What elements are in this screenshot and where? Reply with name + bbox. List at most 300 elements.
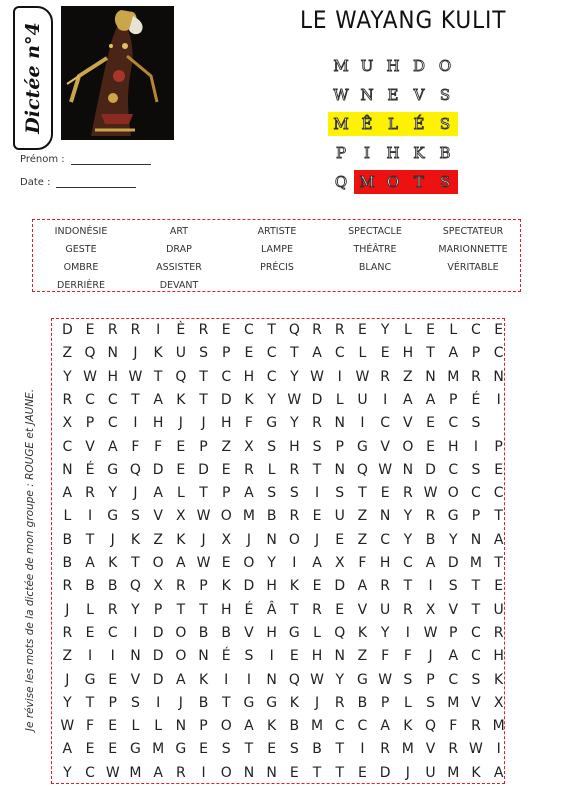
grid-letter[interactable]: E — [312, 578, 322, 595]
grid-letter[interactable]: S — [426, 694, 435, 711]
grid-letter[interactable]: M — [129, 764, 142, 781]
grid-letter[interactable]: T — [131, 391, 140, 408]
grid-letter[interactable]: M — [447, 368, 460, 385]
grid-letter[interactable]: P — [471, 508, 481, 525]
grid-letter[interactable]: P — [199, 578, 208, 595]
grid-letter[interactable]: S — [403, 671, 413, 688]
grid-letter[interactable]: Y — [63, 368, 72, 385]
grid-letter[interactable]: E — [335, 601, 345, 618]
grid-letter[interactable]: H — [402, 345, 414, 362]
grid-letter[interactable]: P — [494, 438, 503, 455]
grid-letter[interactable]: D — [198, 461, 209, 478]
grid-letter[interactable]: P — [199, 438, 208, 455]
grid-letter[interactable]: C — [402, 555, 413, 571]
grid-letter[interactable]: I — [133, 624, 138, 641]
grid-letter[interactable]: S — [335, 485, 345, 502]
grid-letter[interactable]: J — [201, 531, 206, 548]
grid-letter[interactable]: A — [85, 555, 95, 571]
grid-letter[interactable]: T — [267, 322, 276, 338]
grid-letter[interactable]: N — [62, 461, 73, 478]
grid-letter[interactable]: Y — [131, 601, 140, 618]
grid-letter[interactable]: W — [423, 624, 438, 641]
grid-letter[interactable]: T — [494, 555, 503, 571]
grid-letter[interactable]: W — [355, 368, 370, 385]
grid-letter[interactable]: S — [267, 485, 277, 502]
grid-letter[interactable]: E — [221, 322, 231, 338]
grid-letter[interactable]: J — [405, 764, 410, 781]
grid-letter[interactable]: T — [153, 368, 163, 385]
grid-letter[interactable]: J — [133, 485, 138, 502]
grid-letter[interactable]: H — [152, 415, 164, 432]
grid-letter[interactable]: T — [131, 555, 140, 571]
grid-letter[interactable]: D — [379, 764, 391, 781]
grid-letter[interactable]: I — [269, 648, 274, 665]
grid-letter[interactable]: Y — [403, 531, 413, 548]
grid-letter[interactable]: S — [267, 438, 277, 455]
grid-letter[interactable]: T — [176, 601, 186, 618]
grid-letter[interactable]: K — [244, 391, 254, 408]
grid-letter[interactable]: I — [156, 322, 161, 338]
grid-letter[interactable]: R — [62, 391, 73, 408]
grid-letter[interactable]: D — [220, 391, 232, 408]
grid-letter[interactable]: I — [360, 741, 365, 758]
grid-letter[interactable]: N — [266, 531, 277, 548]
grid-letter[interactable]: M — [242, 508, 255, 525]
grid-letter[interactable]: É — [85, 461, 95, 478]
grid-letter[interactable]: I — [246, 671, 251, 688]
grid-letter[interactable]: W — [128, 368, 143, 385]
prenom-line[interactable] — [71, 154, 151, 165]
grid-letter[interactable]: A — [244, 485, 254, 502]
grid-letter[interactable]: S — [130, 694, 140, 711]
grid-letter[interactable]: B — [312, 741, 322, 758]
grid-letter[interactable]: L — [335, 391, 344, 408]
grid-letter[interactable]: I — [292, 555, 297, 571]
grid-letter[interactable]: P — [426, 671, 435, 688]
grid-letter[interactable]: F — [244, 415, 253, 432]
grid-letter[interactable]: N — [243, 764, 255, 781]
grid-letter[interactable]: X — [153, 578, 163, 595]
grid-letter[interactable]: K — [267, 718, 277, 735]
grid-letter[interactable]: O — [243, 555, 255, 571]
grid-letter[interactable]: K — [289, 578, 299, 595]
grid-letter[interactable]: X — [425, 601, 436, 618]
grid-letter[interactable]: O — [220, 508, 232, 525]
grid-letter[interactable]: D — [311, 391, 323, 408]
grid-letter[interactable]: A — [403, 391, 413, 408]
grid-letter[interactable]: C — [62, 438, 73, 455]
grid-letter[interactable]: N — [266, 764, 277, 781]
grid-letter[interactable]: E — [335, 531, 345, 548]
grid-letter[interactable]: T — [290, 601, 299, 618]
grid-letter[interactable]: W — [310, 671, 324, 688]
grid-letter[interactable]: S — [130, 508, 140, 525]
grid-letter[interactable]: V — [380, 438, 390, 455]
grid-letter[interactable]: T — [403, 578, 413, 595]
grid-letter[interactable]: E — [494, 578, 504, 595]
grid-letter[interactable]: I — [87, 648, 93, 665]
grid-letter[interactable]: K — [403, 718, 413, 735]
grid-letter[interactable]: A — [448, 345, 459, 362]
grid-letter[interactable]: Z — [357, 508, 368, 525]
grid-letter[interactable]: C — [244, 322, 254, 338]
grid-letter[interactable]: E — [244, 345, 254, 362]
grid-letter[interactable]: F — [449, 718, 458, 735]
grid-letter[interactable]: N — [493, 368, 504, 385]
grid-letter[interactable]: M — [492, 718, 505, 735]
grid-letter[interactable]: L — [63, 508, 72, 525]
grid-letter[interactable]: A — [425, 555, 436, 571]
grid-letter[interactable]: R — [244, 461, 254, 478]
grid-letter[interactable]: T — [85, 694, 95, 711]
grid-letter[interactable]: Q — [129, 578, 141, 595]
grid-letter[interactable]: E — [380, 345, 390, 362]
grid-letter[interactable]: R — [380, 578, 390, 595]
grid-letter[interactable]: R — [62, 578, 73, 595]
grid-letter[interactable]: K — [176, 391, 186, 408]
grid-letter[interactable]: R — [380, 741, 390, 758]
grid-letter[interactable]: J — [110, 531, 115, 548]
grid-letter[interactable]: C — [493, 345, 504, 362]
grid-letter[interactable]: S — [448, 578, 458, 595]
grid-letter[interactable]: R — [289, 461, 300, 478]
grid-letter[interactable]: I — [337, 368, 342, 385]
grid-letter[interactable]: A — [312, 555, 322, 571]
grid-letter[interactable]: G — [288, 624, 300, 641]
grid-letter[interactable]: R — [334, 322, 345, 338]
grid-letter[interactable]: P — [471, 345, 481, 362]
grid-letter[interactable]: C — [221, 368, 232, 385]
grid-letter[interactable]: V — [448, 601, 459, 618]
grid-letter[interactable]: P — [222, 345, 231, 362]
grid-letter[interactable]: B — [85, 578, 95, 595]
grid-letter[interactable]: B — [198, 624, 209, 641]
grid-letter[interactable]: O — [220, 764, 232, 781]
grid-letter[interactable]: Q — [288, 671, 300, 688]
grid-letter[interactable]: V — [244, 624, 254, 641]
grid-letter[interactable]: J — [65, 601, 70, 618]
grid-letter[interactable]: N — [402, 461, 414, 478]
grid-letter[interactable]: Y — [335, 671, 345, 688]
grid-letter[interactable]: A — [176, 671, 186, 688]
grid-letter[interactable]: G — [357, 438, 368, 455]
grid-letter[interactable]: C — [471, 485, 481, 502]
grid-letter[interactable]: A — [380, 718, 390, 735]
grid-letter[interactable]: J — [246, 531, 251, 548]
grid-letter[interactable]: H — [266, 624, 277, 641]
grid-letter[interactable]: C — [448, 415, 459, 432]
grid-letter[interactable]: W — [378, 461, 393, 478]
grid-letter[interactable]: G — [107, 508, 119, 525]
grid-letter[interactable]: H — [266, 578, 277, 595]
grid-letter[interactable]: C — [266, 345, 277, 362]
grid-letter[interactable]: Z — [221, 438, 232, 455]
grid-letter[interactable]: E — [426, 438, 435, 455]
grid-letter[interactable]: C — [471, 624, 481, 641]
grid-letter[interactable]: C — [334, 718, 345, 735]
grid-letter[interactable]: C — [471, 322, 481, 338]
grid-letter[interactable]: V — [357, 601, 368, 618]
grid-letter[interactable]: R — [62, 624, 73, 641]
grid-letter[interactable]: N — [175, 718, 187, 735]
grid-letter[interactable]: C — [471, 648, 481, 665]
grid-letter[interactable]: Y — [380, 322, 390, 338]
grid-letter[interactable]: U — [357, 391, 368, 408]
grid-letter[interactable]: J — [178, 694, 183, 711]
grid-letter[interactable]: R — [312, 601, 322, 618]
grid-letter[interactable]: X — [334, 555, 345, 571]
grid-letter[interactable]: T — [290, 345, 299, 362]
grid-letter[interactable]: T — [85, 531, 95, 548]
grid-letter[interactable]: É — [221, 648, 231, 665]
grid-letter[interactable]: R — [425, 508, 436, 525]
grid-letter[interactable]: K — [289, 694, 299, 711]
grid-letter[interactable]: E — [289, 764, 299, 781]
grid-letter[interactable]: H — [289, 438, 300, 455]
grid-letter[interactable]: I — [224, 671, 229, 688]
grid-letter[interactable]: Z — [357, 648, 368, 665]
grid-letter[interactable]: S — [312, 438, 322, 455]
grid-letter[interactable]: F — [381, 648, 390, 665]
grid-letter[interactable]: P — [335, 438, 344, 455]
grid-letter[interactable]: A — [493, 531, 504, 548]
grid-letter[interactable]: G — [357, 671, 368, 688]
grid-letter[interactable]: G — [130, 741, 141, 758]
grid-letter[interactable]: C — [380, 415, 391, 432]
grid-letter[interactable]: Q — [129, 461, 141, 478]
grid-letter[interactable]: O — [152, 555, 164, 571]
grid-letter[interactable]: K — [130, 531, 141, 548]
grid-letter[interactable]: E — [199, 741, 208, 758]
grid-letter[interactable]: Y — [108, 485, 118, 502]
grid-letter[interactable]: V — [471, 694, 481, 711]
grid-letter[interactable]: O — [220, 718, 232, 735]
grid-letter[interactable]: E — [312, 508, 322, 525]
grid-letter[interactable]: L — [154, 718, 163, 735]
grid-letter[interactable]: D — [152, 671, 164, 688]
grid-letter[interactable]: T — [244, 741, 254, 758]
grid-letter[interactable]: L — [313, 624, 321, 641]
grid-letter[interactable]: Z — [357, 531, 368, 548]
grid-letter[interactable]: E — [108, 671, 118, 688]
grid-letter[interactable]: C — [380, 531, 391, 548]
grid-letter[interactable]: J — [133, 345, 138, 362]
grid-letter[interactable]: A — [107, 438, 118, 455]
grid-letter[interactable]: Y — [63, 694, 72, 711]
grid-letter[interactable]: G — [266, 415, 278, 432]
grid-letter[interactable]: O — [175, 624, 187, 641]
grid-letter[interactable]: U — [380, 601, 391, 618]
grid-letter[interactable]: N — [334, 415, 345, 432]
grid-letter[interactable]: R — [130, 322, 141, 338]
grid-letter[interactable]: G — [107, 461, 119, 478]
grid-letter[interactable]: T — [199, 485, 208, 502]
grid-letter[interactable]: J — [314, 694, 320, 711]
grid-letter[interactable]: M — [152, 741, 165, 758]
grid-letter[interactable]: F — [403, 648, 412, 665]
grid-letter[interactable]: E — [494, 322, 504, 338]
grid-letter[interactable]: D — [152, 648, 164, 665]
date-field[interactable] — [20, 177, 136, 188]
grid-letter[interactable]: W — [287, 391, 302, 408]
grid-letter[interactable]: H — [447, 438, 459, 455]
grid-letter[interactable]: L — [176, 485, 185, 502]
grid-letter[interactable]: C — [334, 345, 345, 362]
grid-letter[interactable]: I — [156, 694, 161, 711]
grid-letter[interactable]: W — [105, 764, 120, 781]
grid-letter[interactable]: U — [425, 764, 436, 781]
grid-letter[interactable]: I — [87, 508, 93, 525]
grid-letter[interactable]: L — [131, 718, 140, 735]
grid-letter[interactable]: Y — [63, 764, 72, 781]
grid-letter[interactable]: P — [449, 391, 458, 408]
grid-letter[interactable]: E — [221, 555, 231, 571]
grid-letter[interactable]: G — [84, 671, 96, 688]
grid-letter[interactable]: Q — [288, 322, 300, 338]
grid-letter[interactable]: M — [401, 741, 414, 758]
grid-letter[interactable]: P — [108, 694, 117, 711]
grid-letter[interactable]: R — [198, 322, 209, 338]
grid-letter[interactable]: O — [447, 485, 459, 502]
grid-letter[interactable]: C — [85, 391, 95, 408]
grid-letter[interactable]: R — [402, 485, 413, 502]
grid-letter[interactable]: Q — [84, 345, 96, 362]
grid-letter[interactable]: N — [470, 531, 482, 548]
grid-letter[interactable]: A — [153, 391, 163, 408]
grid-letter[interactable]: R — [380, 368, 390, 385]
grid-letter[interactable]: Z — [153, 531, 163, 548]
grid-letter[interactable]: N — [379, 508, 391, 525]
grid-letter[interactable]: M — [310, 718, 324, 735]
grid-letter[interactable]: J — [314, 531, 320, 548]
grid-letter[interactable]: A — [62, 485, 73, 502]
grid-letter[interactable]: S — [289, 741, 299, 758]
grid-letter[interactable]: J — [201, 415, 206, 432]
grid-letter[interactable]: L — [86, 601, 94, 618]
grid-letter[interactable]: I — [110, 648, 115, 665]
grid-letter[interactable]: A — [448, 648, 459, 665]
grid-letter[interactable]: S — [471, 415, 481, 432]
grid-letter[interactable]: T — [199, 601, 208, 618]
grid-letter[interactable]: T — [312, 461, 322, 478]
grid-letter[interactable]: J — [178, 415, 183, 432]
grid-letter[interactable]: N — [130, 648, 141, 665]
grid-letter[interactable]: I — [496, 391, 501, 408]
grid-letter[interactable]: E — [289, 648, 299, 665]
grid-letter[interactable]: L — [449, 322, 458, 338]
grid-letter[interactable]: N — [266, 671, 277, 688]
grid-letter[interactable]: R — [85, 485, 95, 502]
grid-letter[interactable]: X — [62, 415, 73, 432]
grid-letter[interactable]: U — [175, 345, 186, 362]
grid-letter[interactable]: S — [471, 461, 481, 478]
grid-letter[interactable]: C — [107, 391, 118, 408]
grid-letter[interactable]: E — [358, 764, 367, 781]
grid-letter[interactable]: B — [289, 718, 300, 735]
grid-letter[interactable]: È — [176, 322, 186, 338]
grid-letter[interactable]: N — [425, 368, 436, 385]
grid-letter[interactable]: D — [243, 578, 255, 595]
grid-letter[interactable]: I — [383, 391, 388, 408]
grid-letter[interactable]: W — [310, 368, 324, 385]
grid-letter[interactable]: P — [153, 601, 163, 618]
grid-letter[interactable]: B — [266, 508, 277, 525]
grid-letter[interactable]: W — [83, 368, 97, 385]
grid-letter[interactable]: H — [243, 368, 255, 385]
grid-letter[interactable]: B — [62, 555, 73, 571]
grid-letter[interactable]: V — [403, 415, 413, 432]
prenom-field[interactable] — [20, 154, 151, 165]
grid-letter[interactable]: N — [107, 345, 118, 362]
grid-letter[interactable]: K — [471, 764, 481, 781]
grid-letter[interactable]: S — [244, 648, 254, 665]
grid-letter[interactable]: T — [358, 485, 367, 502]
grid-letter[interactable]: C — [448, 461, 459, 478]
grid-letter[interactable]: R — [471, 718, 481, 735]
grid-letter[interactable]: R — [471, 368, 481, 385]
grid-letter[interactable]: W — [60, 718, 75, 735]
grid-letter[interactable]: P — [222, 485, 231, 502]
grid-letter[interactable]: É — [471, 391, 481, 408]
grid-letter[interactable]: E — [426, 415, 435, 432]
grid-letter[interactable]: W — [196, 508, 211, 525]
grid-letter[interactable]: E — [426, 322, 435, 338]
grid-letter[interactable]: A — [153, 764, 163, 781]
grid-letter[interactable]: G — [175, 741, 187, 758]
grid-letter[interactable]: N — [334, 461, 345, 478]
grid-letter[interactable]: A — [493, 764, 504, 781]
grid-letter[interactable]: I — [314, 485, 320, 502]
grid-letter[interactable]: I — [201, 764, 206, 781]
grid-letter[interactable]: I — [360, 415, 365, 432]
grid-letter[interactable]: X — [221, 531, 232, 548]
grid-letter[interactable]: W — [378, 671, 393, 688]
grid-letter[interactable]: K — [176, 531, 186, 548]
grid-letter[interactable]: H — [107, 368, 118, 385]
grid-letter[interactable]: R — [312, 322, 322, 338]
grid-letter[interactable]: L — [358, 345, 367, 362]
grid-letter[interactable]: G — [266, 694, 278, 711]
grid-letter[interactable]: D — [447, 555, 459, 571]
grid-letter[interactable]: K — [494, 671, 504, 688]
grid-letter[interactable]: F — [131, 438, 140, 455]
grid-letter[interactable]: J — [65, 671, 70, 688]
date-line[interactable] — [56, 177, 136, 188]
grid-letter[interactable]: T — [335, 741, 345, 758]
grid-letter[interactable]: F — [358, 555, 367, 571]
grid-letter[interactable]: C — [357, 718, 368, 735]
grid-letter[interactable]: W — [196, 555, 211, 571]
grid-letter[interactable]: T — [335, 764, 345, 781]
grid-letter[interactable]: T — [471, 578, 481, 595]
grid-letter[interactable]: T — [426, 345, 435, 362]
grid-letter[interactable]: L — [267, 461, 276, 478]
grid-letter[interactable]: A — [425, 391, 436, 408]
grid-letter[interactable]: Y — [267, 555, 276, 571]
grid-letter[interactable]: Z — [62, 345, 73, 362]
grid-letter[interactable]: Q — [175, 368, 187, 385]
grid-letter[interactable]: A — [176, 555, 186, 571]
grid-letter[interactable]: E — [176, 438, 186, 455]
grid-letter[interactable]: I — [473, 438, 478, 455]
grid-letter[interactable]: A — [153, 485, 163, 502]
grid-letter[interactable]: R — [402, 601, 413, 618]
grid-letter[interactable]: D — [425, 461, 436, 478]
grid-letter[interactable]: E — [221, 461, 231, 478]
grid-letter[interactable]: U — [334, 508, 345, 525]
grid-letter[interactable]: P — [449, 624, 458, 641]
grid-letter[interactable]: K — [198, 671, 209, 688]
